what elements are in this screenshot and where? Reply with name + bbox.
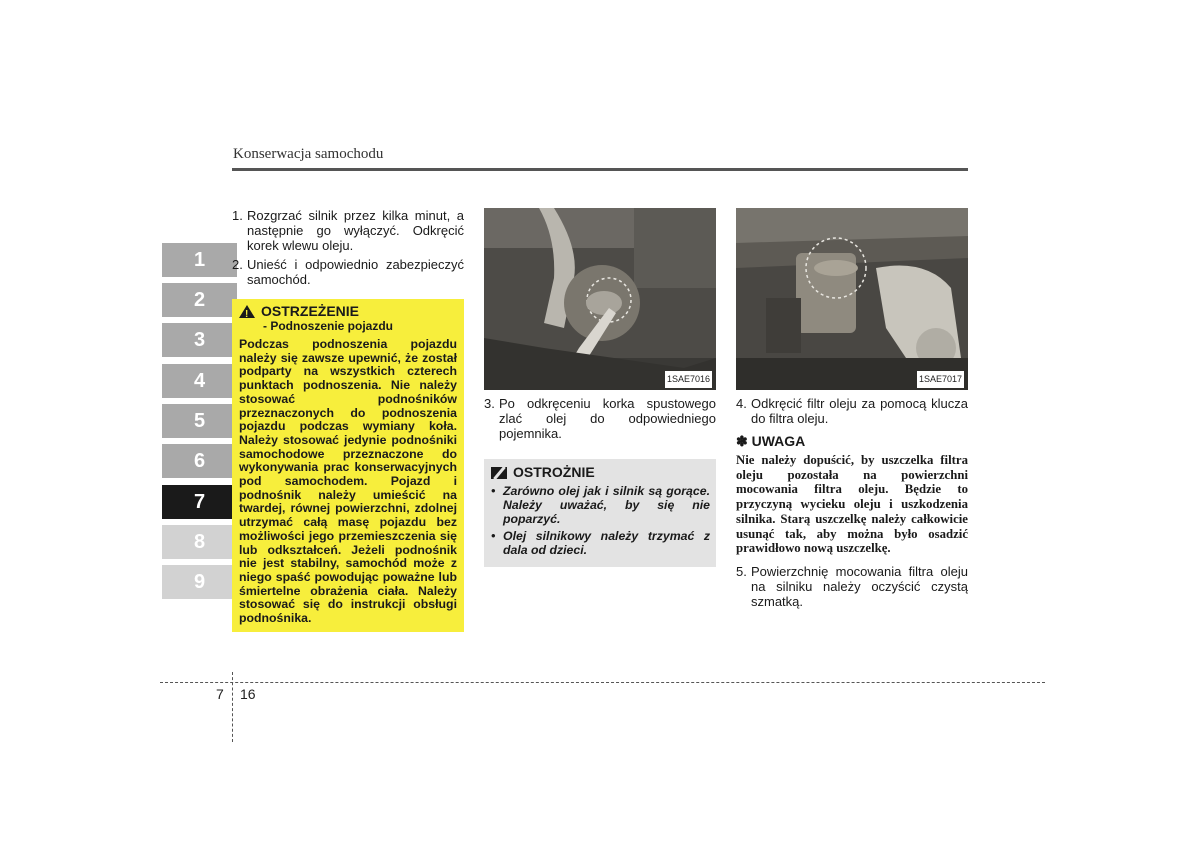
- column-left: [232, 208, 464, 632]
- page-header-title: Konserwacja samochodu: [233, 146, 384, 162]
- bullet: •: [491, 529, 496, 543]
- caution-item-text: Olej silnikowy należy trzymać z dala od dzieci.: [503, 529, 710, 557]
- caution-icon: [491, 467, 507, 479]
- step-text: Po odkręceniu korka spustowego zlać olej do odpowiedniego pojemnika.: [499, 396, 716, 441]
- note-title: ✽ UWAGA: [736, 433, 806, 449]
- caution-item: [491, 484, 710, 526]
- step-2: [232, 257, 464, 287]
- footer-vertical-divider: [232, 672, 233, 742]
- caution-title: OSTROŻNIE: [513, 464, 595, 480]
- step-5: [736, 564, 968, 609]
- column-right: [736, 208, 968, 613]
- step-3: [484, 396, 716, 441]
- photo-code: 1SAE7017: [917, 371, 964, 388]
- step-1: [232, 208, 464, 253]
- footer-chapter-number: 7: [216, 686, 224, 702]
- warning-body: Podczas podnoszenia pojazdu należy się zawsze upewnić, że został podparty na wszystkich czterech punktach podnoszenia. Nie należy stosować podnośników przeznaczonych do podnoszenia pojazdu podczas wymiany koła. Należy stosować jedynie podnośniki samochodowe przeznaczone do wykonywania prac konserwacyjnych pod samochodem. Pojazd i podnośnik należy umieścić na twardej, równej powierzchni, zdolnej utrzymać całą masę pojazdu bez możliwości jego przemieszczenia się lub odkształceń. Jeżeli podnośnik nie jest stabilny, samochód może z niego spaść powodując poważne lub śmiertelne obrażenia ciała. Należy stosować się do instrukcji obsługi podnośnika.: [239, 337, 457, 626]
- chapter-tab-5[interactable]: 5: [162, 404, 237, 438]
- note-body: Nie należy dopuścić, by uszczelka filtra oleju pozostała na powierzchni mocowania filtra oleju. Będzie to przyczyną wycieku oleju i uszkodzenia silnika. Starą uszczelkę należy całkowicie usunąć tak, aby można było osadzić prawidłowo nową uszczelkę.: [736, 453, 968, 556]
- step-text: Odkręcić filtr oleju za pomocą klucza do filtra oleju.: [751, 396, 968, 426]
- photo-code: 1SAE7016: [665, 371, 712, 388]
- photo-oil-drain: [484, 208, 716, 390]
- step-4: [736, 396, 968, 426]
- step-number: 1.: [232, 208, 243, 223]
- chapter-tab-9[interactable]: 9: [162, 565, 237, 599]
- step-text: Unieść i odpowiednio zabezpieczyć samochód.: [247, 257, 464, 287]
- caution-heading: [491, 465, 710, 480]
- warning-triangle-icon: [239, 305, 255, 318]
- chapter-tab-6[interactable]: 6: [162, 444, 237, 478]
- warning-heading: [239, 304, 457, 319]
- chapter-tab-3[interactable]: 3: [162, 323, 237, 357]
- caution-item: [491, 529, 710, 557]
- header-rule: [232, 168, 968, 171]
- chapter-tab-7[interactable]: 7: [162, 485, 237, 519]
- caution-item-text: Zarówno olej jak i silnik są gorące. Należy uważać, by się nie poparzyć.: [503, 484, 710, 526]
- warning-box: [232, 299, 464, 632]
- step-number: 3.: [484, 396, 495, 411]
- column-middle: [484, 208, 716, 567]
- oil-drain-illustration: [484, 208, 716, 390]
- step-number: 4.: [736, 396, 747, 411]
- chapter-tab-4[interactable]: 4: [162, 364, 237, 398]
- step-number: 5.: [736, 563, 747, 579]
- warning-subtitle: - Podnoszenie pojazdu: [263, 319, 394, 333]
- oil-filter-illustration: [736, 208, 968, 390]
- photo-oil-filter: [736, 208, 968, 390]
- step-text: Powierzchnię mocowania filtra oleju na silniku należy oczyścić czystą szmatką.: [751, 563, 968, 609]
- chapter-tab-8[interactable]: 8: [162, 525, 237, 559]
- footer-page-number: 16: [240, 686, 256, 702]
- footer-divider: [160, 682, 1045, 683]
- caution-box: [484, 459, 716, 567]
- chapter-tab-2[interactable]: 2: [162, 283, 237, 317]
- chapter-tab-1[interactable]: 1: [162, 243, 237, 277]
- bullet: •: [491, 484, 496, 498]
- step-text: Rozgrzać silnik przez kilka minut, a następnie go wyłączyć. Odkręcić korek wlewu oleju.: [247, 208, 464, 253]
- step-number: 2.: [232, 257, 243, 272]
- warning-title: OSTRZEŻENIE: [261, 303, 360, 319]
